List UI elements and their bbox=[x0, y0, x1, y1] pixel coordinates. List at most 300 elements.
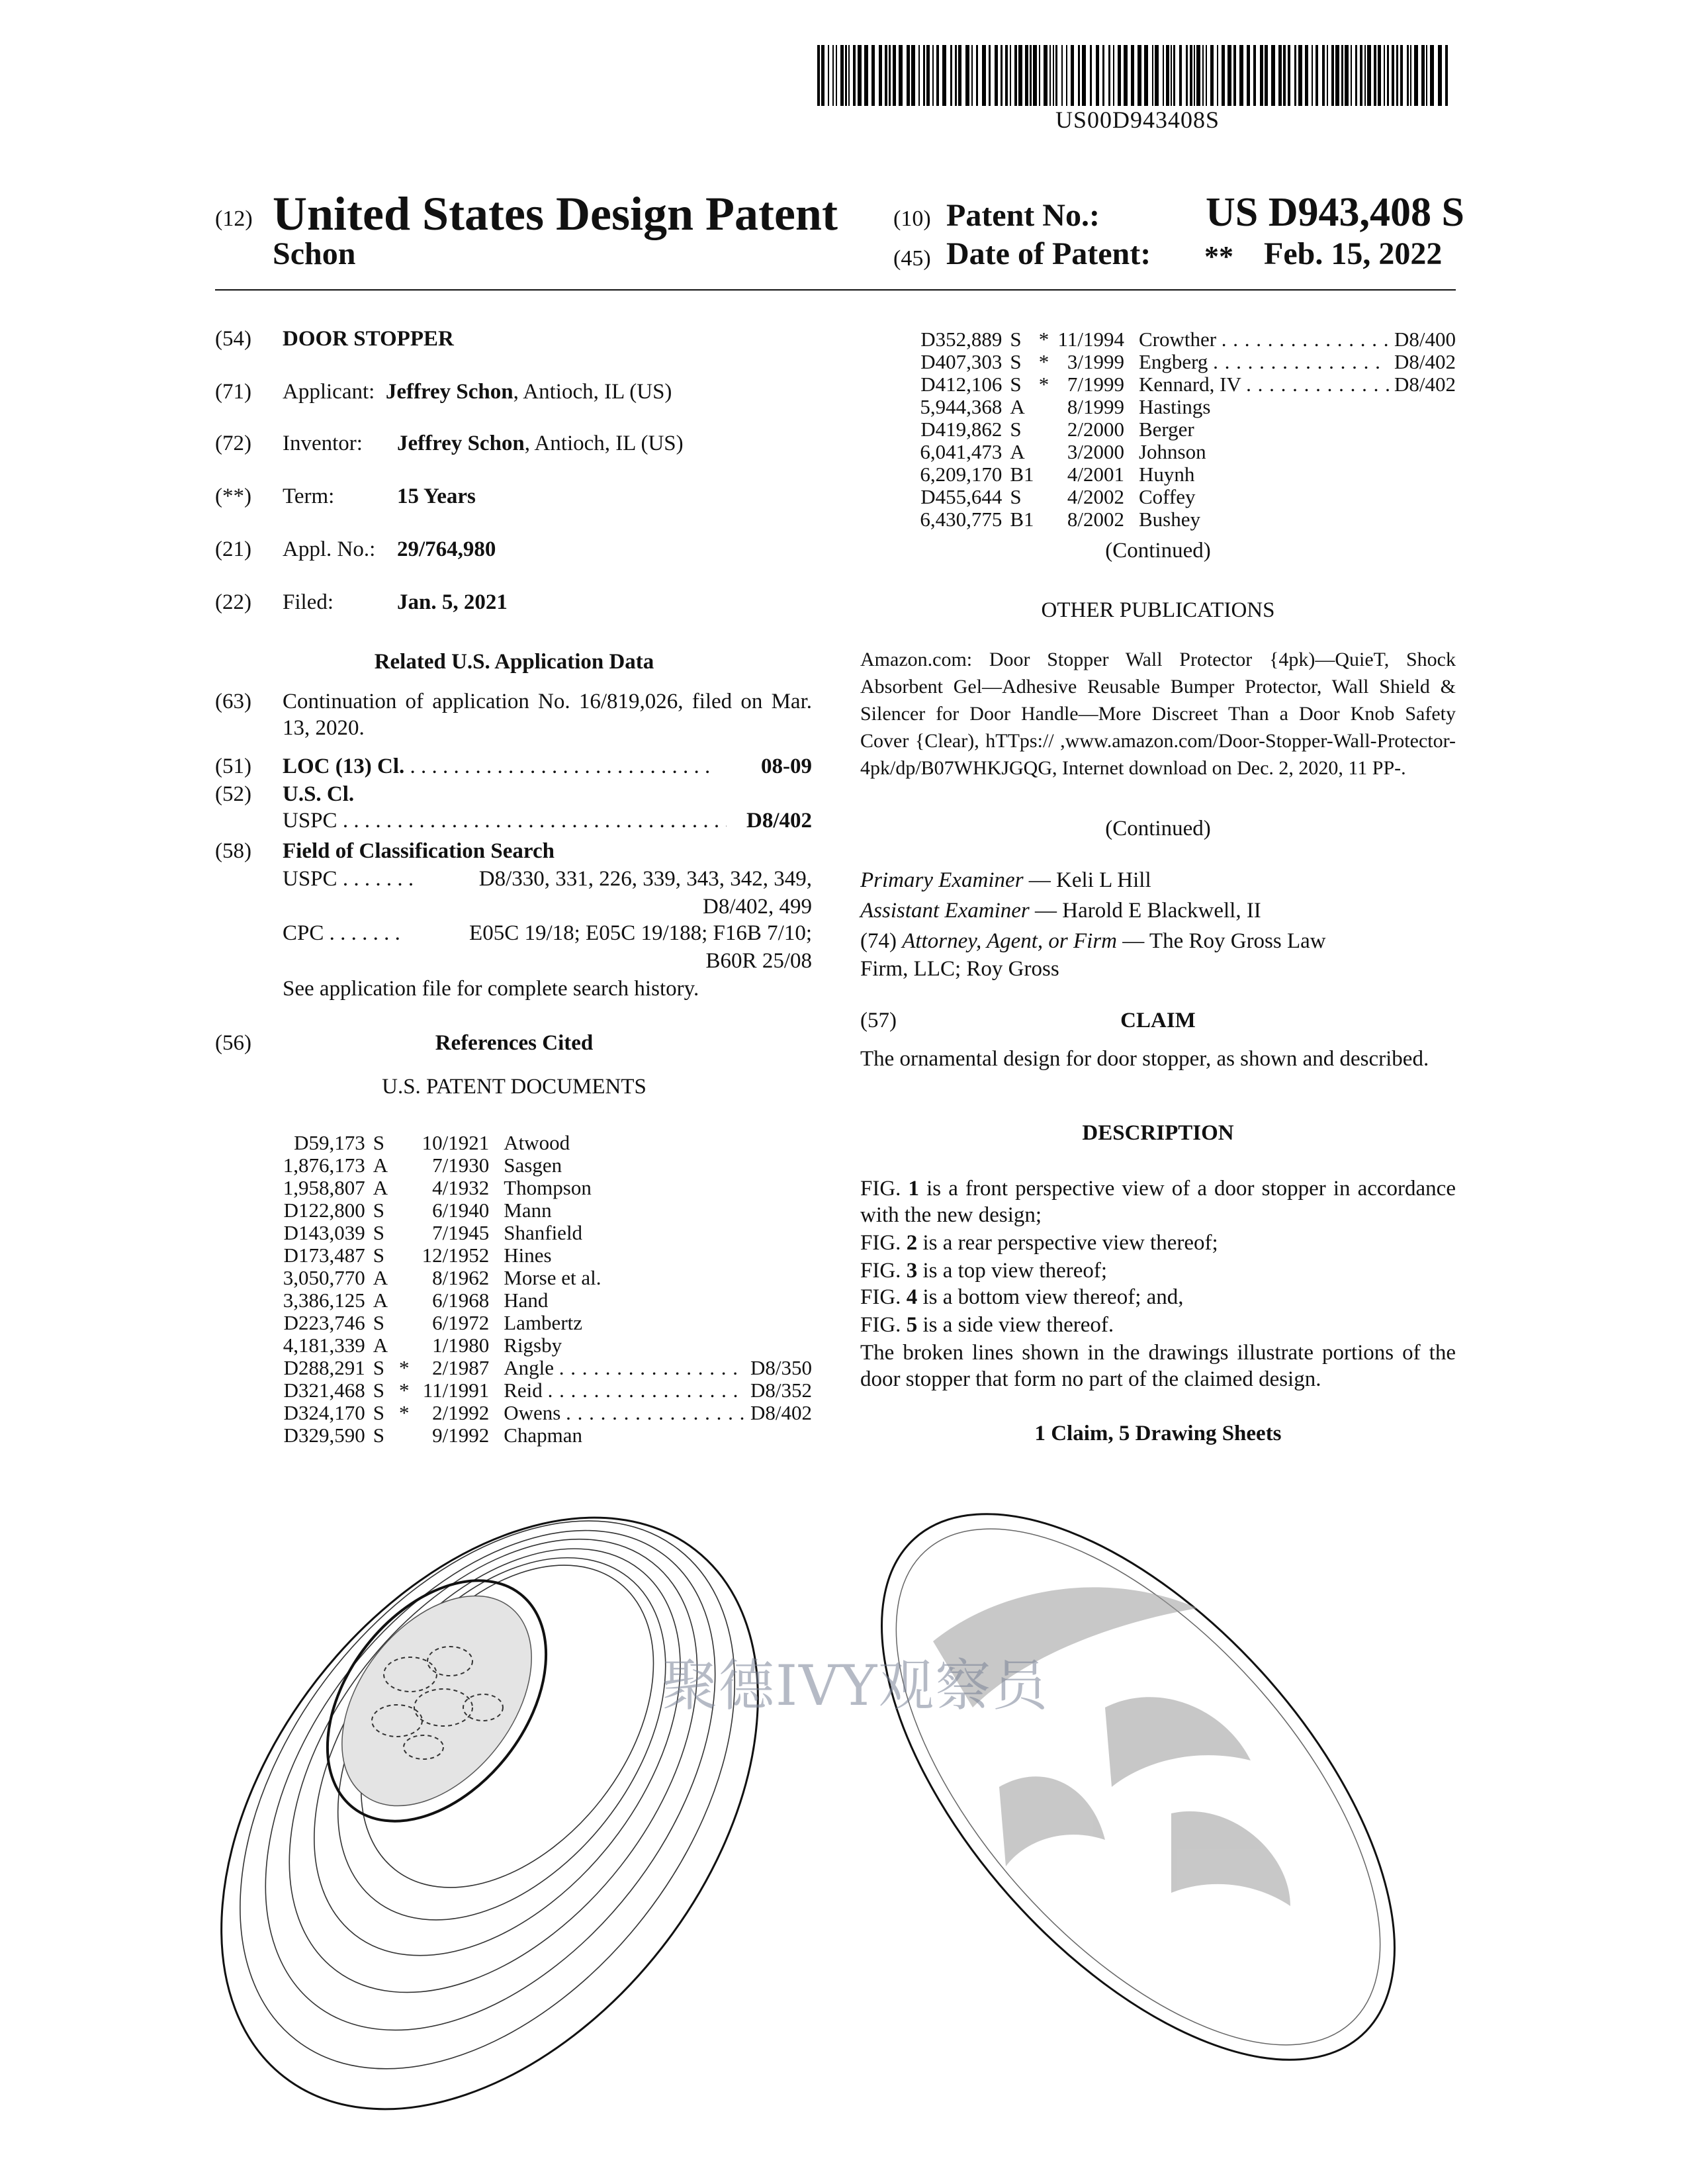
ref-kind: S bbox=[373, 1379, 385, 1402]
barcode-bar bbox=[1053, 45, 1054, 106]
ref-name: Lambertz bbox=[504, 1311, 583, 1334]
code-56: (56) bbox=[215, 1031, 251, 1055]
ref-name: Coffey bbox=[1138, 485, 1196, 508]
ref-class: D8/350 bbox=[750, 1356, 812, 1379]
ref-name: Kennard, IV . . . . . . . . . . . . . bbox=[1138, 373, 1391, 396]
barcode-bar bbox=[1298, 45, 1302, 106]
barcode-bar bbox=[1426, 45, 1427, 106]
ref-kind: S bbox=[1010, 328, 1022, 351]
barcode-bar bbox=[918, 45, 920, 106]
ref-star: * bbox=[398, 1379, 410, 1402]
barcode-bar bbox=[1421, 45, 1425, 106]
claim-heading: CLAIM bbox=[1120, 1009, 1196, 1032]
ref-kind: A bbox=[1010, 440, 1025, 463]
ref-class bbox=[745, 1177, 812, 1199]
ref-kind: S bbox=[1010, 418, 1022, 441]
barcode-bar bbox=[1239, 45, 1243, 106]
barcode-bar bbox=[840, 45, 844, 106]
ref-class: D8/402 bbox=[1394, 350, 1456, 373]
barcode-bar bbox=[1305, 45, 1308, 106]
barcode-bar bbox=[848, 45, 850, 106]
ref-star bbox=[1039, 396, 1054, 418]
ref-date: 10/1921 bbox=[422, 1131, 490, 1154]
ref-number: 3,386,125 bbox=[283, 1289, 365, 1312]
ref-star bbox=[1039, 508, 1054, 531]
barcode-bar bbox=[1102, 45, 1104, 106]
barcode-bar bbox=[1387, 45, 1389, 106]
reference-row bbox=[268, 1199, 812, 1222]
ref-star bbox=[1039, 463, 1054, 486]
ref-date: 2/1987 bbox=[432, 1356, 490, 1379]
ref-kind: A bbox=[373, 1266, 388, 1289]
ref-star: * bbox=[1038, 350, 1049, 373]
reference-row bbox=[268, 1132, 812, 1154]
barcode-bar bbox=[971, 45, 973, 106]
date-stars: ** bbox=[1204, 240, 1233, 273]
ref-date: 11/1994 bbox=[1057, 328, 1124, 351]
barcode-bar bbox=[1005, 45, 1008, 106]
ref-date: 7/1930 bbox=[432, 1154, 490, 1177]
ref-class bbox=[745, 1154, 812, 1177]
barcode-bar bbox=[821, 45, 825, 106]
ref-star: * bbox=[1038, 328, 1049, 351]
barcode-bar bbox=[1171, 45, 1172, 106]
barcode-bar bbox=[1278, 45, 1282, 106]
barcode-bar bbox=[885, 45, 887, 106]
barcode-bar bbox=[1071, 45, 1074, 106]
barcode-bar bbox=[889, 45, 891, 106]
ref-star bbox=[399, 1244, 416, 1267]
ref-number: D455,644 bbox=[920, 485, 1003, 508]
barcode-bar bbox=[1144, 45, 1148, 106]
barcode-bar bbox=[1131, 45, 1134, 106]
ref-name: Chapman bbox=[504, 1424, 583, 1447]
code-57: (57) bbox=[860, 1009, 897, 1032]
reference-row bbox=[268, 1222, 812, 1244]
barcode-bar bbox=[1202, 45, 1204, 106]
barcode-bar bbox=[1090, 45, 1092, 106]
ref-date: 2/2000 bbox=[1067, 418, 1124, 441]
ref-star bbox=[399, 1132, 416, 1154]
barcode-bar bbox=[1396, 45, 1398, 106]
refs-heading: References Cited bbox=[435, 1031, 594, 1055]
ref-star bbox=[399, 1312, 416, 1334]
barcode-bar bbox=[923, 45, 925, 106]
filed-value: Jan. 5, 2021 bbox=[397, 590, 508, 614]
ref-name: Crowther . . . . . . . . . . . . . . . bbox=[1138, 328, 1390, 351]
barcode-bar bbox=[932, 45, 934, 106]
barcode-bar bbox=[871, 45, 875, 106]
barcode-bar bbox=[1322, 45, 1325, 106]
barcode-bar bbox=[1407, 45, 1409, 106]
loc-line: LOC (13) Cl. . . . 08-09 bbox=[283, 753, 812, 780]
continued-1: (Continued) bbox=[1105, 539, 1211, 563]
barcode-bar bbox=[1155, 45, 1159, 106]
term-value: 15 Years bbox=[397, 484, 476, 508]
code-71: (71) bbox=[215, 380, 251, 404]
patent-date: Feb. 15, 2022 bbox=[1264, 236, 1443, 271]
reference-row bbox=[268, 1177, 812, 1199]
ref-kind: B1 bbox=[1010, 508, 1034, 531]
code-21: (21) bbox=[215, 537, 251, 561]
barcode-bar bbox=[1066, 45, 1067, 106]
ref-number: D173,487 bbox=[283, 1244, 365, 1267]
ref-name: Atwood bbox=[504, 1131, 570, 1154]
uspc-value: D8/402 bbox=[746, 809, 812, 833]
us-docs-heading: U.S. PATENT DOCUMENTS bbox=[382, 1075, 646, 1099]
ref-name: Engberg . . . . . . . . . . . . . . . bbox=[1138, 350, 1381, 373]
barcode-bar bbox=[1113, 45, 1114, 106]
ref-number: 3,050,770 bbox=[283, 1266, 365, 1289]
ref-number: D407,303 bbox=[920, 350, 1003, 373]
fig2-desc: FIG. 2 is a rear perspective view thereof; bbox=[860, 1231, 1218, 1255]
assistant-examiner: Assistant Examiner — Harold E Blackwell, II bbox=[860, 899, 1261, 923]
barcode-bar bbox=[958, 45, 961, 106]
barcode-bar bbox=[1039, 45, 1040, 106]
ref-star bbox=[399, 1154, 416, 1177]
barcode-bar bbox=[1108, 45, 1110, 106]
reference-row bbox=[268, 1357, 812, 1379]
barcode-bar bbox=[1186, 45, 1188, 106]
ref-number: D223,746 bbox=[283, 1311, 365, 1334]
barcode-bar bbox=[1018, 45, 1022, 106]
code-58: (58) bbox=[215, 839, 251, 863]
ref-name: Hastings bbox=[1138, 395, 1211, 418]
broken-lines-note: The broken lines shown in the drawings illustrate portions of the door stopper that form no part of the claimed design. bbox=[860, 1341, 1456, 1391]
code-63: (63) bbox=[215, 690, 251, 713]
barcode-bar bbox=[950, 45, 952, 106]
barcode-bar bbox=[965, 45, 969, 106]
ref-star bbox=[399, 1289, 416, 1312]
code-12: (12) bbox=[215, 206, 253, 231]
ref-number: 1,958,807 bbox=[283, 1176, 365, 1199]
reference-row bbox=[910, 351, 1456, 373]
references-table-right bbox=[910, 328, 1456, 531]
ref-date: 8/2002 bbox=[1067, 508, 1124, 531]
ref-class bbox=[745, 1199, 812, 1222]
reference-row bbox=[268, 1402, 812, 1424]
attorney-line-2: Firm, LLC; Roy Gross bbox=[860, 957, 1059, 981]
barcode-bar bbox=[1360, 45, 1362, 106]
ref-name: Morse et al. bbox=[504, 1266, 602, 1289]
ref-class bbox=[1391, 418, 1456, 441]
ref-date: 8/1999 bbox=[1067, 395, 1124, 418]
barcode-bar bbox=[1025, 45, 1028, 106]
applicant-name: Jeffrey Schon bbox=[385, 380, 513, 404]
ref-name: Shanfield bbox=[504, 1221, 583, 1244]
uscl-label: U.S. Cl. bbox=[283, 782, 355, 806]
barcode-bar bbox=[995, 45, 998, 106]
ref-number: D329,590 bbox=[283, 1424, 365, 1447]
reference-row bbox=[268, 1424, 812, 1447]
barcode-bar bbox=[982, 45, 986, 106]
patent-no-label: Patent No.: bbox=[946, 198, 1100, 233]
reference-row bbox=[910, 373, 1456, 396]
appl-label: Appl. No.: bbox=[283, 537, 376, 561]
appl-value: 29/764,980 bbox=[397, 537, 496, 561]
reference-row bbox=[910, 396, 1456, 418]
field-uspc-line: USPC . . . D8/330, 331, 226, 339, 343, 342, 349, bbox=[283, 866, 812, 892]
ref-star bbox=[399, 1177, 416, 1199]
ref-kind: A bbox=[373, 1176, 388, 1199]
reference-row bbox=[910, 441, 1456, 463]
field-label: Field of Classification Search bbox=[283, 839, 555, 863]
ref-class: D8/352 bbox=[750, 1379, 812, 1402]
barcode-bar bbox=[1367, 45, 1371, 106]
barcode-bar bbox=[853, 45, 856, 106]
barcode-bar bbox=[1217, 45, 1218, 106]
ref-class bbox=[745, 1222, 812, 1244]
barcode-bar bbox=[907, 45, 910, 106]
reference-row bbox=[268, 1312, 812, 1334]
ref-kind: S bbox=[373, 1199, 385, 1222]
ref-number: D122,800 bbox=[283, 1199, 365, 1222]
ref-name: Hand bbox=[504, 1289, 549, 1312]
barcode-bar bbox=[1152, 45, 1153, 106]
ref-date: 9/1992 bbox=[432, 1424, 490, 1447]
barcode-bar bbox=[1055, 45, 1057, 106]
barcode-bar bbox=[832, 45, 834, 106]
barcode-bar bbox=[899, 45, 903, 106]
code-72: (72) bbox=[215, 432, 251, 455]
barcode-bar bbox=[1253, 45, 1256, 106]
barcode-bar bbox=[858, 45, 862, 106]
reference-row bbox=[910, 508, 1456, 531]
other-pubs-text: Amazon.com: Door Stopper Wall Protector {4pk)—QuieT, Shock Absorbent Gel—Adhesive Reusable Bumper Protector, Wall Shield & Silencer for Door Handle—More Discreet Than a Door Knob Safety Cover {Clear), hTTps:// ,www.amazon.com/Door-Stopper-Wall-Protector-4pk/dp/B07WHKJGQG, Internet download on Dec. 2, 2020, 11 PP-. bbox=[860, 649, 1456, 779]
ref-date: 8/1962 bbox=[432, 1266, 490, 1289]
ref-number: D321,468 bbox=[283, 1379, 365, 1402]
date-label: Date of Patent: bbox=[946, 236, 1151, 271]
reference-row bbox=[910, 328, 1456, 351]
ref-kind: S bbox=[1010, 350, 1022, 373]
barcode-bar bbox=[1194, 45, 1195, 106]
ref-number: 1,876,173 bbox=[283, 1154, 365, 1177]
inventor: Jeffrey Schon, Antioch, IL (US) bbox=[397, 432, 684, 455]
barcode-bar bbox=[1265, 45, 1268, 106]
barcode-bar bbox=[1082, 45, 1086, 106]
ref-class bbox=[1391, 463, 1456, 486]
ref-class bbox=[1391, 486, 1456, 508]
code-51: (51) bbox=[215, 754, 251, 778]
barcode-bar bbox=[864, 45, 868, 106]
ref-name: Rigsby bbox=[504, 1334, 562, 1357]
ref-star bbox=[1039, 418, 1054, 441]
barcode-bar bbox=[1414, 45, 1418, 106]
ref-star bbox=[399, 1222, 416, 1244]
field-cpc-line2: B60R 25/08 bbox=[705, 949, 812, 973]
reference-row bbox=[268, 1334, 812, 1357]
barcode-bar bbox=[1335, 45, 1339, 106]
ref-number: 5,944,368 bbox=[920, 395, 1003, 418]
ref-kind: S bbox=[1010, 485, 1022, 508]
barcode-bar bbox=[1400, 45, 1403, 106]
barcode-bar bbox=[828, 45, 829, 106]
ref-kind: S bbox=[373, 1356, 385, 1379]
ref-date: 3/1999 bbox=[1067, 350, 1124, 373]
uspc-line: USPC . . . D8/402 bbox=[283, 807, 812, 834]
barcode-bar bbox=[1351, 45, 1352, 106]
barcode-bar bbox=[1030, 45, 1032, 106]
ref-name: Huynh bbox=[1138, 463, 1195, 486]
fig4-desc: FIG. 4 is a bottom view thereof; and, bbox=[860, 1285, 1184, 1309]
ref-number: D419,862 bbox=[920, 418, 1003, 441]
watermark: 聚德IVY观察员 bbox=[662, 1653, 1049, 1718]
barcode-bar bbox=[1179, 45, 1182, 106]
reference-row bbox=[268, 1154, 812, 1177]
ref-number: 4,181,339 bbox=[283, 1334, 365, 1357]
continuation-text: Continuation of application No. 16/819,026, filed on Mar. 13, 2020. bbox=[283, 690, 812, 740]
ref-number: 6,041,473 bbox=[920, 440, 1003, 463]
ref-class bbox=[745, 1334, 812, 1357]
ref-number: 6,209,170 bbox=[920, 463, 1003, 486]
ref-date: 12/1952 bbox=[422, 1244, 490, 1267]
ref-kind: A bbox=[373, 1289, 388, 1312]
other-pubs-heading: OTHER PUBLICATIONS bbox=[1041, 598, 1275, 622]
barcode-bar bbox=[1438, 45, 1442, 106]
barcode-bar bbox=[1312, 45, 1313, 106]
ref-class bbox=[745, 1267, 812, 1289]
ref-class bbox=[1391, 396, 1456, 418]
barcode-bar bbox=[1166, 45, 1169, 106]
barcode-bar bbox=[1315, 45, 1318, 106]
ref-class bbox=[745, 1424, 812, 1447]
ref-kind: S bbox=[373, 1221, 385, 1244]
ref-star bbox=[399, 1424, 416, 1447]
ref-star bbox=[1039, 441, 1054, 463]
barcode-bar bbox=[836, 45, 837, 106]
ref-class: D8/402 bbox=[750, 1401, 812, 1424]
barcode-bar bbox=[1078, 45, 1080, 106]
reference-row bbox=[268, 1244, 812, 1267]
barcode-bar bbox=[911, 45, 915, 106]
ref-name: Berger bbox=[1138, 418, 1194, 441]
barcode-bar bbox=[1247, 45, 1250, 106]
ref-class bbox=[1391, 508, 1456, 531]
fig3-desc: FIG. 3 is a top view thereof; bbox=[860, 1259, 1108, 1283]
ref-kind: S bbox=[373, 1311, 385, 1334]
code-term: (**) bbox=[215, 484, 251, 508]
barcode-bar bbox=[879, 45, 882, 106]
loc-value: 08-09 bbox=[761, 754, 812, 778]
field-cpc-line: CPC . . . E05C 19/18; E05C 19/188; F16B 7/10; bbox=[283, 920, 812, 946]
ref-kind: S bbox=[1010, 373, 1022, 396]
ref-name: Thompson bbox=[504, 1176, 592, 1199]
ref-date: 4/1932 bbox=[432, 1176, 490, 1199]
ref-name: Reid . . . . . . . . . . . . . . . . . bbox=[504, 1379, 739, 1402]
barcode-bar bbox=[955, 45, 957, 106]
barcode-bar bbox=[1124, 45, 1128, 106]
barcode-bar bbox=[1190, 45, 1192, 106]
stopper-outline bbox=[212, 1509, 807, 2144]
ref-star: * bbox=[398, 1356, 410, 1379]
title: DOOR STOPPER bbox=[283, 327, 454, 351]
barcode-bar bbox=[1222, 45, 1225, 106]
ref-date: 7/1999 bbox=[1067, 373, 1124, 396]
reference-row bbox=[910, 418, 1456, 441]
ref-date: 1/1980 bbox=[432, 1334, 490, 1357]
barcode-bar bbox=[1283, 45, 1286, 106]
ref-name: Hines bbox=[504, 1244, 552, 1267]
ref-number: D352,889 bbox=[920, 328, 1003, 351]
ref-date: 11/1991 bbox=[422, 1379, 490, 1402]
barcode-bar bbox=[1118, 45, 1121, 106]
term-label: Term: bbox=[283, 484, 335, 508]
ref-star bbox=[399, 1334, 416, 1357]
barcode-bar bbox=[1288, 45, 1290, 106]
ref-date: 6/1968 bbox=[432, 1289, 490, 1312]
ref-number: D143,039 bbox=[283, 1221, 365, 1244]
code-10: (10) bbox=[893, 206, 931, 231]
references-table-left bbox=[268, 1132, 812, 1447]
barcode-bar bbox=[989, 45, 991, 106]
barcode-bar bbox=[1445, 45, 1448, 106]
ref-star: * bbox=[1038, 373, 1049, 396]
barcode-bar bbox=[1260, 45, 1263, 106]
barcode-bar bbox=[1227, 45, 1231, 106]
ref-date: 4/2002 bbox=[1067, 485, 1124, 508]
barcode-bar bbox=[1173, 45, 1175, 106]
ref-class bbox=[745, 1244, 812, 1267]
barcode-bar bbox=[1374, 45, 1376, 106]
barcode-bar bbox=[1378, 45, 1381, 106]
ref-name: Owens . . . . . . . . . . . . . . . . bbox=[504, 1401, 746, 1424]
ref-number: D59,173 bbox=[294, 1131, 365, 1154]
ref-kind: S bbox=[373, 1401, 385, 1424]
reference-row bbox=[268, 1379, 812, 1402]
ref-name: Sasgen bbox=[504, 1154, 562, 1177]
ref-name: Mann bbox=[504, 1199, 552, 1222]
barcode-bar bbox=[942, 45, 946, 106]
fig1-desc: FIG. 1 is a front perspective view of a door stopper in accordance with the new design; bbox=[860, 1177, 1456, 1227]
inventor-label: Inventor: bbox=[283, 432, 363, 455]
barcode-bar bbox=[1355, 45, 1357, 106]
header-rule bbox=[215, 289, 1456, 291]
front-perspective-drawing bbox=[212, 1509, 807, 2144]
barcode-bar bbox=[936, 45, 939, 106]
barcode-bar bbox=[1163, 45, 1164, 106]
filed-label: Filed: bbox=[283, 590, 334, 614]
barcode-bar bbox=[1033, 45, 1037, 106]
ref-class bbox=[745, 1312, 812, 1334]
ref-date: 4/2001 bbox=[1067, 463, 1124, 486]
barcode-bar bbox=[1137, 45, 1141, 106]
document-type: United States Design Patent bbox=[273, 187, 838, 240]
claim-text: The ornamental design for door stopper, as shown and described. bbox=[860, 1047, 1429, 1071]
barcode-bar bbox=[1384, 45, 1385, 106]
code-54: (54) bbox=[215, 327, 251, 351]
barcode-bar bbox=[1014, 45, 1017, 106]
barcode-bar bbox=[1327, 45, 1328, 106]
barcode bbox=[817, 45, 1452, 106]
ref-kind: A bbox=[1010, 395, 1025, 418]
ref-class bbox=[1391, 441, 1456, 463]
ref-class: D8/400 bbox=[1394, 328, 1456, 351]
barcode-bar bbox=[1233, 45, 1236, 106]
ref-date: 6/1940 bbox=[432, 1199, 490, 1222]
barcode-bar bbox=[1392, 45, 1394, 106]
patent-number: US D943,408 S bbox=[1206, 190, 1465, 235]
ref-date: 7/1945 bbox=[432, 1221, 490, 1244]
ref-class bbox=[745, 1132, 812, 1154]
ref-kind: A bbox=[373, 1334, 388, 1357]
barcode-bar bbox=[1196, 45, 1200, 106]
applicant: Applicant: Jeffrey Schon, Antioch, IL (US) bbox=[283, 380, 672, 404]
ref-number: D324,170 bbox=[283, 1401, 365, 1424]
rear-perspective-drawing bbox=[827, 1509, 1456, 2118]
barcode-number: US00D943408S bbox=[1055, 107, 1220, 133]
ref-kind: A bbox=[373, 1154, 388, 1177]
ref-number: 6,430,775 bbox=[920, 508, 1003, 531]
